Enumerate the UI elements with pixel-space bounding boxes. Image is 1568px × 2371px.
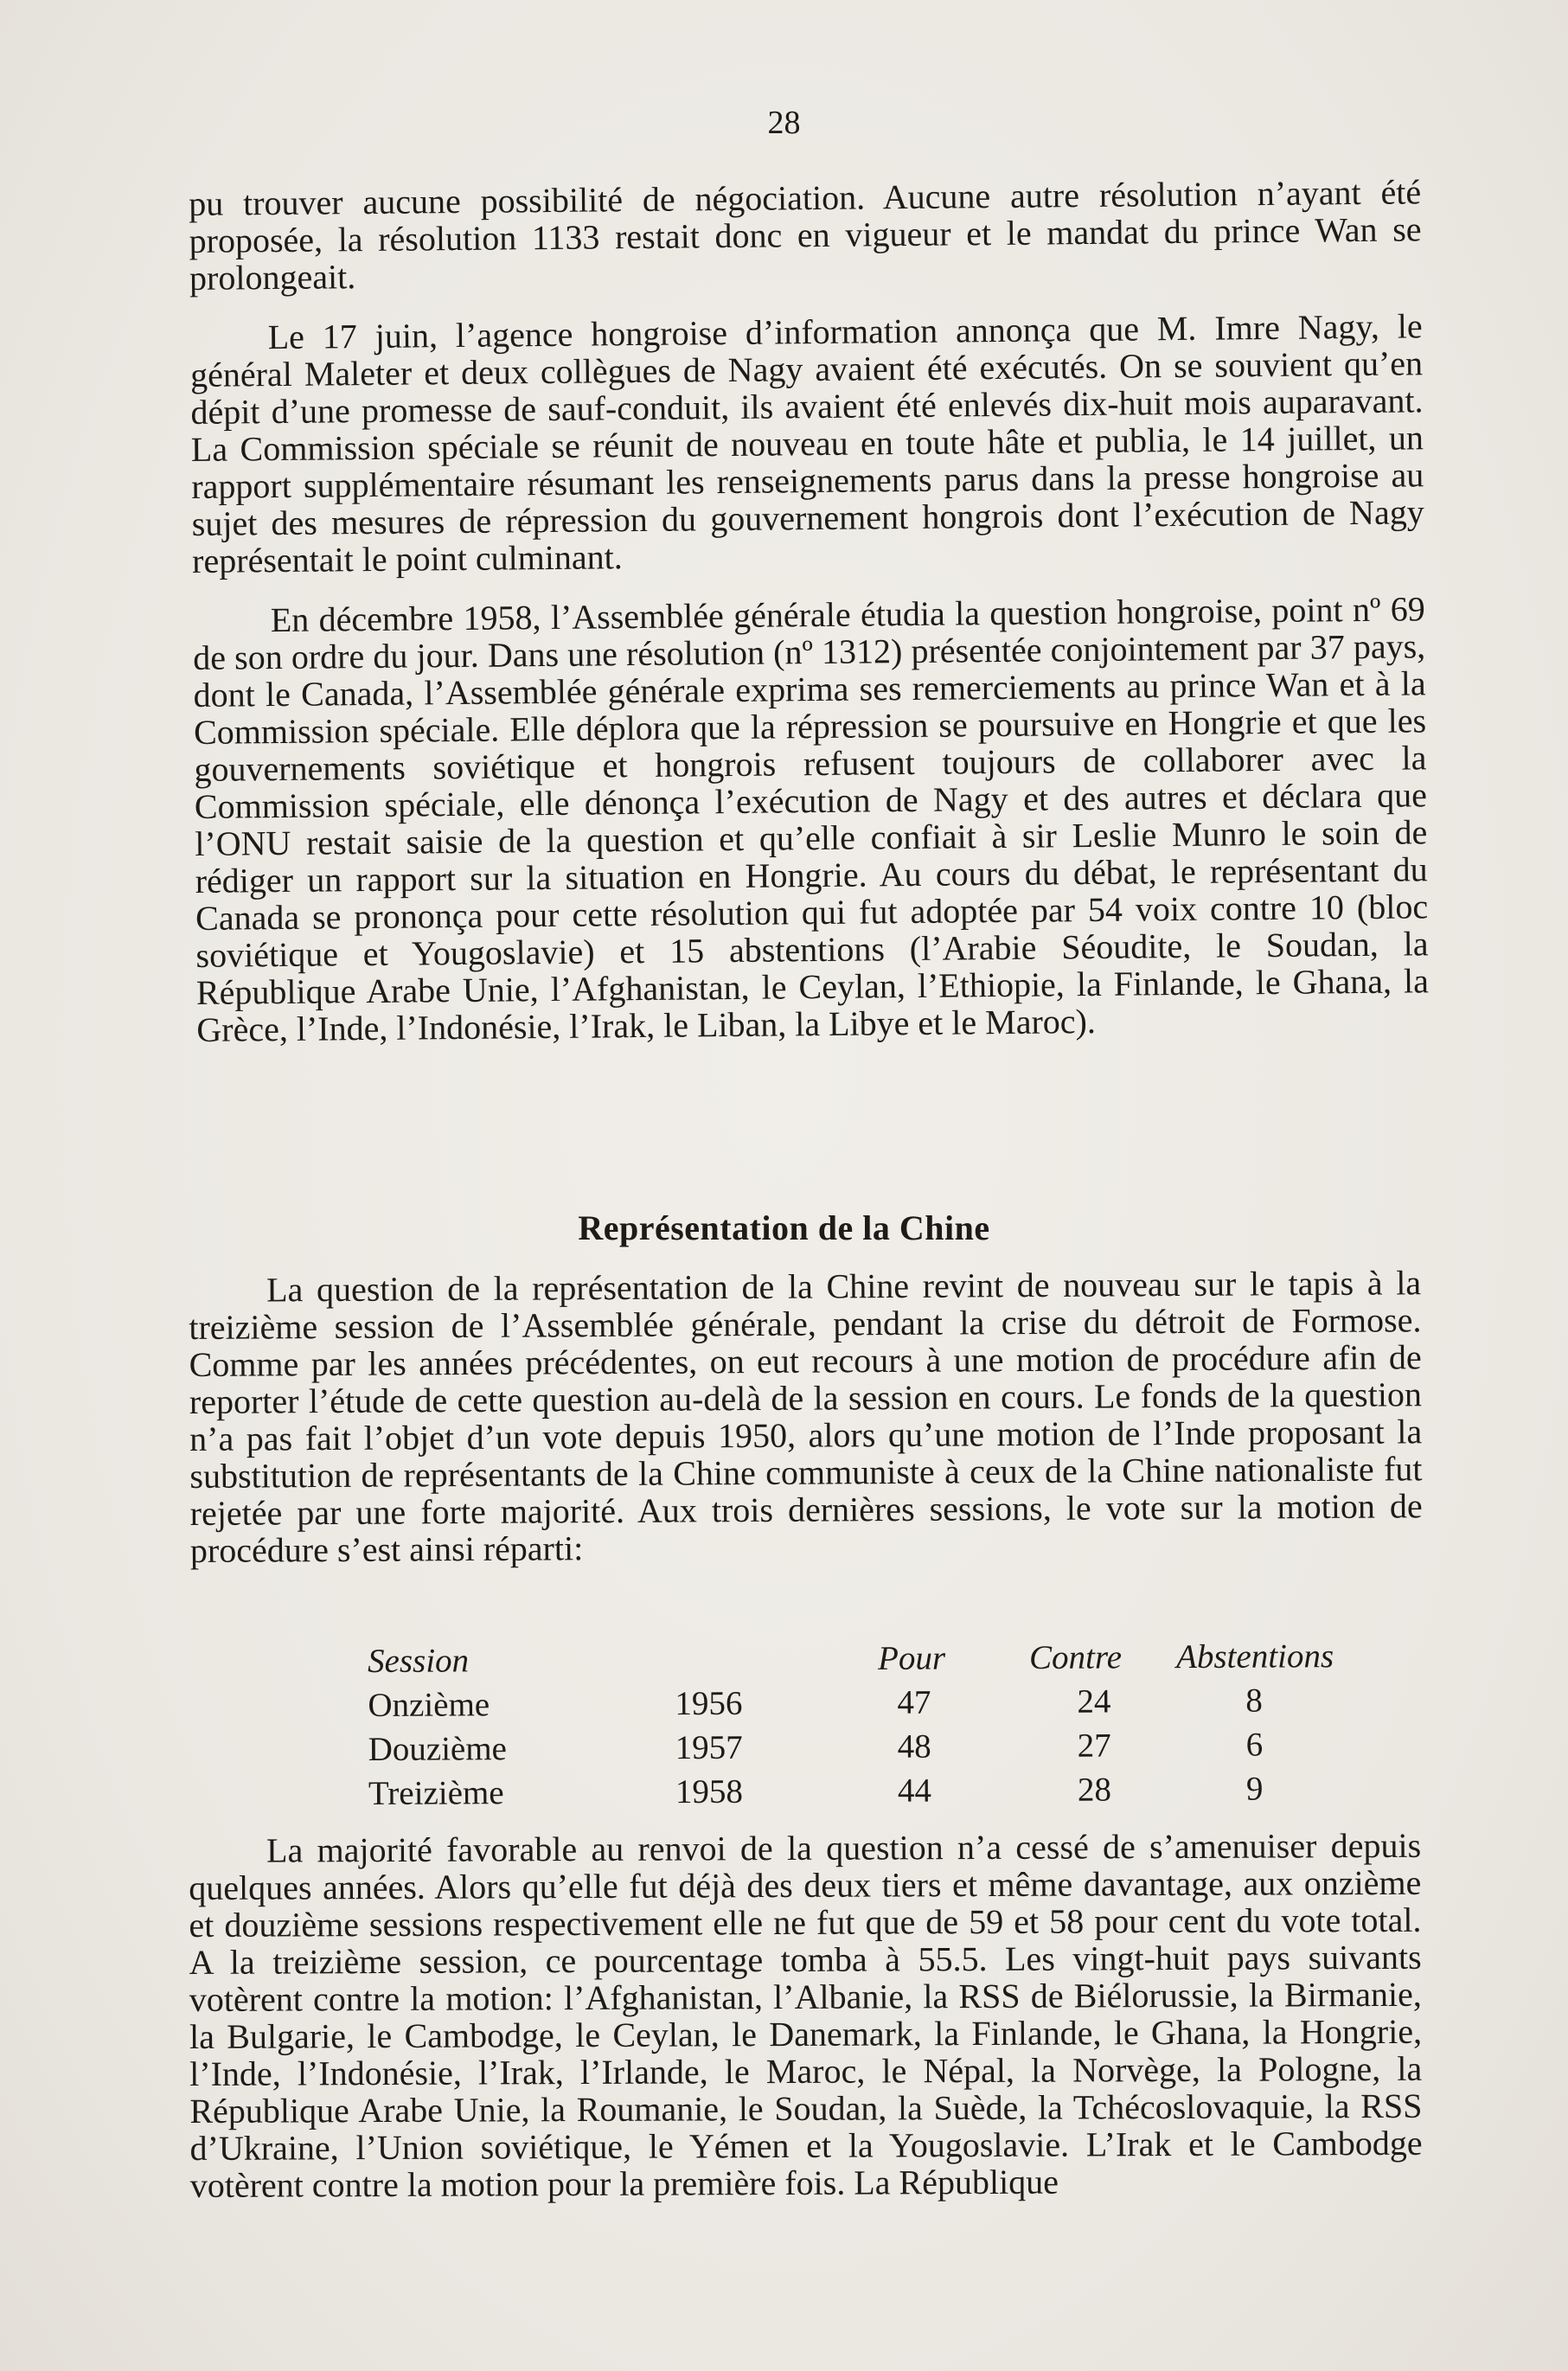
cell-year: 1956	[675, 1684, 743, 1723]
header-contre: Contre	[1028, 1638, 1123, 1676]
cell-pour: 44	[897, 1772, 932, 1810]
paragraph-china-representation: La question de la représentation de la Chine revint de nouveau sur le tapis à la treizième session de l’Assemblée générale, pendant la crise du détroit de Formose. Comme par les années précédentes, on eut recours à une motion de procédure afin de reporter l’étude de cette question au-delà de la session en cours. Le fonds de la question n’a pas fait l’objet d’un vote depuis 1950, alors qu’une motion de l’Inde proposant la substitution de représentants de la Chine communiste à ceux de la Chine nationaliste fut rejetée par une forte majorité. Aux trois dernières sessions, le vote sur la motion de procédure s’est ainsi réparti:	[189, 1263, 1423, 1570]
cell-pour: 47	[897, 1683, 931, 1721]
paragraph-majority-decline: La majorité favorable au renvoi de la question n’a cessé de s’amenuiser depuis quelques années. Alors qu’elle fut déjà des deux tiers et même davantage, aux onzième et douzième sessions respectivement elle ne fut que de 59 et 58 pour cent du vote total. A la treizième session, ce pourcentage tomba à 55.5. Les vingt-huit pays suivants votèrent contre la motion: l’Afghanistan, l’Albanie, la RSS de Biélorussie, la Birmanie, la Bulgarie, le Cambodge, le Ceylan, le Danemark, la Finlande, le Ghana, la Hongrie, l’Inde, l’Indonésie, l’Irak, l’Irlande, le Maroc, le Népal, la Norvège, la Pologne, la République Arabe Unie, la Roumanie, le Soudan, la Suède, la Tchécoslovaquie, la RSS d’Ukraine, l’Union soviétique, le Yémen et la Yougoslavie. L’Irak et le Cambodge votèrent contre la motion pour la première fois. La République	[189, 1825, 1423, 2205]
cell-pour: 48	[897, 1727, 931, 1765]
body-text-lower	[189, 1827, 1423, 2204]
vote-table	[368, 1637, 1363, 1818]
header-abstentions: Abstentions	[1175, 1637, 1334, 1676]
cell-year: 1957	[675, 1728, 743, 1767]
paragraph-continuation: pu trouver aucune possibilité de négociation. Aucune autre résolution n’ayant été proposée, la résolution 1133 restait donc en vigueur et le mandat du prince Wan se prolongeait.	[188, 172, 1422, 298]
cell-abstentions: 6	[1245, 1726, 1264, 1764]
header-pour: Pour	[877, 1639, 946, 1677]
table-row	[368, 1725, 1363, 1774]
cell-contre: 28	[1077, 1771, 1112, 1809]
cell-contre: 24	[1077, 1682, 1111, 1721]
paragraph-nagy-execution: Le 17 juin, l’agence hongroise d’information annonça que M. Imre Nagy, le général Maleter et deux collègues de Nagy avaient été exécutés. On se souvient qu’en dépit d’une promesse de sauf-conduit, ils avaient été enlevés dix-huit mois auparavant. La Commission spéciale se réunit de nouveau en toute hâte et publia, le 14 juillet, un rapport supplémentaire résumant les renseignements parus dans la presse hongroise au sujet des mesures de répression du gouvernement hongrois dont l’exécution de Nagy représentait le point culminant.	[189, 306, 1424, 580]
cell-abstentions: 9	[1245, 1770, 1264, 1808]
cell-session: Onzième	[368, 1686, 490, 1724]
paragraph-hungarian-question: En décembre 1958, l’Assemblée générale étudia la question hongroise, point nº 69 de son ordre du jour. Dans une résolution (nº 1312) présentée conjointement par 37 pays, dont le Canada, l’Assemblée générale exprima ses remerciements au prince Wan et à la Commission spéciale. Elle déplora que la répression se poursuive en Hongrie et que les gouvernements soviétique et hongrois refusent toujours de collaborer avec la Commission spéciale, elle dénonça l’exécution de Nagy et des autres et déclara que l’ONU restait saisie de la question et qu’elle confiait à sir Leslie Munro le soin de rédiger un rapport sur la situation en Hongrie. Au cours du débat, le représentant du Canada se prononça pour cette résolution qui fut adoptée par 54 voix contre 10 (bloc soviétique et Yougoslavie) et 15 abstentions (l’Arabie Séoudite, le Soudan, la République Arabe Unie, l’Afghanistan, le Ceylan, l’Ethiopie, la Finlande, le Ghana, la Grèce, l’Inde, l’Indonésie, l’Irak, le Liban, la Libye et le Maroc).	[193, 589, 1430, 1049]
body-text-upper	[189, 173, 1430, 1048]
header-session: Session	[368, 1642, 470, 1680]
cell-session: Douzième	[368, 1730, 508, 1768]
body-text-china	[189, 1264, 1423, 1569]
cell-year: 1958	[675, 1772, 744, 1811]
page-number: 28	[767, 105, 801, 141]
cell-contre: 27	[1077, 1727, 1111, 1765]
cell-session: Treizième	[368, 1774, 504, 1812]
cell-abstentions: 8	[1245, 1682, 1263, 1720]
section-heading: Représentation de la Chine	[578, 1208, 990, 1247]
table-row	[368, 1769, 1363, 1818]
vote-table-header	[368, 1637, 1362, 1686]
table-row	[368, 1681, 1362, 1730]
